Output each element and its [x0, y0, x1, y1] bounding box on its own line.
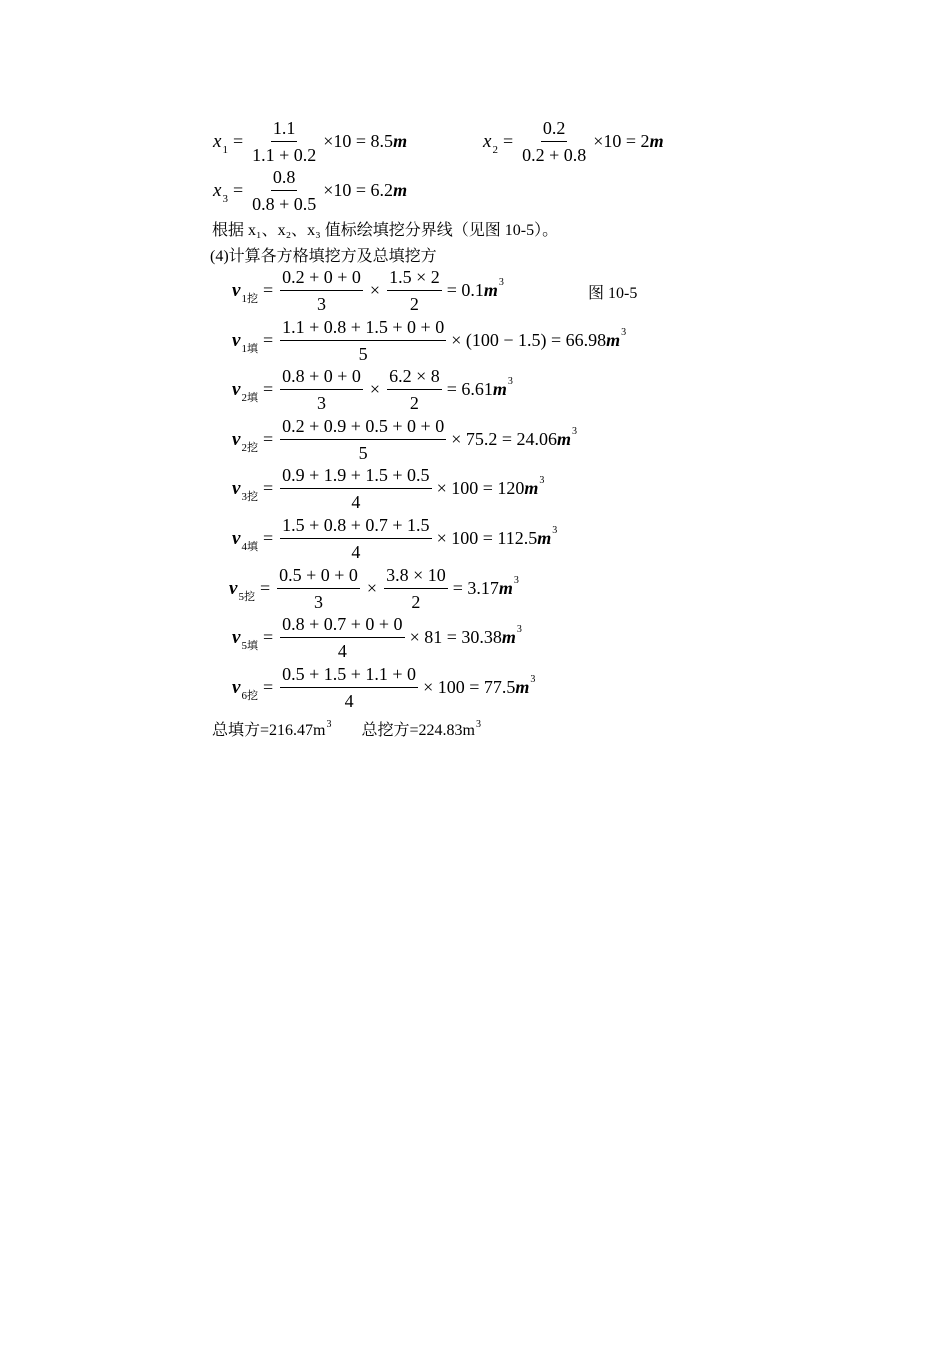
boundary-line-text: 根据 x₁、x₂、x₃ 值标绘填挖分界线（见图 10-5）。 [212, 222, 559, 239]
fraction: $\frac{0.8 + 0.7 + 0 + 0}{4}$ [282, 614, 403, 661]
equation-v-row: $v_{5挖}$ = $\frac{0.5 + 0 + 0}{3}$ × $\frac{3.8 \times 10}{2}$ = 3.17 m 3 [229, 565, 519, 612]
equals-sign: = [262, 528, 274, 548]
equals-sign: = [262, 429, 274, 449]
fraction: $\frac{0.5 + 1.5 + 1.1 + 0}{4}$ [282, 664, 417, 711]
equals-sign: = [502, 131, 514, 151]
variable: $v_{5挖}$ [229, 577, 255, 603]
variable: $v_{2挖}$ [232, 428, 258, 454]
fraction: $\frac{0.2 + 0.9 + 0.5 + 0 + 0}{5}$ [282, 416, 445, 463]
equals-sign: = [262, 627, 274, 647]
equation-v-row: $v_{1挖}$ = $\frac{0.2 + 0 + 0}{3}$ × $\frac{1.5 \times 2}{2}$ = 0.1 m 3 [232, 267, 504, 314]
equation-x3: $x_3$ = $\frac{0.8}{0.8 + 0.5}$ ×10 = 6.2 m [213, 167, 408, 214]
times-sign: × [366, 578, 378, 598]
equation-x1: $x_1$ = $\frac{1.1}{1.1 + 0.2}$ ×10 = 8.5 m [213, 118, 408, 165]
variable: $v_{2填}$ [232, 378, 258, 404]
times-sign: × [369, 280, 381, 300]
fraction: $\frac{3.8 \times 10}{2}$ [386, 565, 446, 612]
equation-v-row: $v_{1填}$ = $\frac{1.1 + 0.8 + 1.5 + 0 + 0}{5}$ × (100 − 1.5) = 66.98 m 3 [232, 317, 627, 364]
fraction: $\frac{1.1 + 0.8 + 1.5 + 0 + 0}{5}$ [282, 317, 445, 364]
equals-sign: = [262, 330, 274, 350]
equation-v-row: $v_{4填}$ = $\frac{1.5 + 0.8 + 0.7 + 1.5}{4}$ × 100 = 112.5 m 3 [232, 515, 558, 562]
totals-line [212, 717, 481, 740]
variable: $v_{1填}$ [232, 329, 258, 355]
equals-sign: = [232, 180, 244, 200]
equation-x2: $x_2$ = $\frac{0.2}{0.2 + 0.8}$ ×10 = 2 m [483, 118, 664, 165]
variable: $x_3$ [213, 179, 228, 205]
total-fill: 总填方$=216.47m^3$ [212, 719, 332, 739]
variable: $v_{6挖}$ [232, 676, 258, 702]
total-cut: 总挖方$=224.83m^3$ [361, 719, 481, 739]
figure-label: 图 10-5 [588, 285, 638, 302]
variable: $v_{3挖}$ [232, 477, 258, 503]
fraction: $\frac{0.8 + 0 + 0}{3}$ [282, 366, 361, 413]
equals-sign: = [232, 131, 244, 151]
variable: $x_1$ [213, 130, 228, 156]
equals-sign: = [262, 677, 274, 697]
equation-v-row: $v_{3挖}$ = $\frac{0.9 + 1.9 + 1.5 + 0.5}{4}$ × 100 = 120 m 3 [232, 465, 545, 512]
equation-v-row: $v_{6挖}$ = $\frac{0.5 + 1.5 + 1.1 + 0}{4}$ × 100 = 77.5 m 3 [232, 664, 536, 711]
fraction: $\frac{1.5 \times 2}{2}$ [389, 267, 440, 314]
fraction: $\frac{0.8}{0.8 + 0.5}$ [252, 167, 317, 214]
times-sign: × [369, 379, 381, 399]
equals-sign: = [262, 280, 274, 300]
fraction: $\frac{0.2}{0.2 + 0.8}$ [522, 118, 587, 165]
variable: $v_{1挖}$ [232, 279, 258, 305]
equals-sign: = [262, 478, 274, 498]
equation-v-row: $v_{2填}$ = $\frac{0.8 + 0 + 0}{3}$ × $\frac{6.2 \times 8}{2}$ = 6.61 m 3 [232, 366, 513, 413]
fraction: $\frac{0.2 + 0 + 0}{3}$ [282, 267, 361, 314]
fraction: $\frac{0.5 + 0 + 0}{3}$ [279, 565, 358, 612]
variable: $x_2$ [483, 130, 498, 156]
step4-heading: (4)计算各方格填挖方及总填挖方 [210, 248, 437, 265]
variable: $v_{4填}$ [232, 527, 258, 553]
variable: $v_{5填}$ [232, 626, 258, 652]
fraction: $\frac{1.1}{1.1 + 0.2}$ [252, 118, 317, 165]
equation-v-row: $v_{2挖}$ = $\frac{0.2 + 0.9 + 0.5 + 0 + 0}{5}$ × 75.2 = 24.06 m 3 [232, 416, 578, 463]
equation-v-row: $v_{5填}$ = $\frac{0.8 + 0.7 + 0 + 0}{4}$ × 81 = 30.38 m 3 [232, 614, 522, 661]
equals-sign: = [259, 578, 271, 598]
equals-sign: = [262, 379, 274, 399]
fraction: $\frac{0.9 + 1.9 + 1.5 + 0.5}{4}$ [282, 465, 430, 512]
fraction: $\frac{6.2 \times 8}{2}$ [389, 366, 440, 413]
fraction: $\frac{1.5 + 0.8 + 0.7 + 1.5}{4}$ [282, 515, 430, 562]
